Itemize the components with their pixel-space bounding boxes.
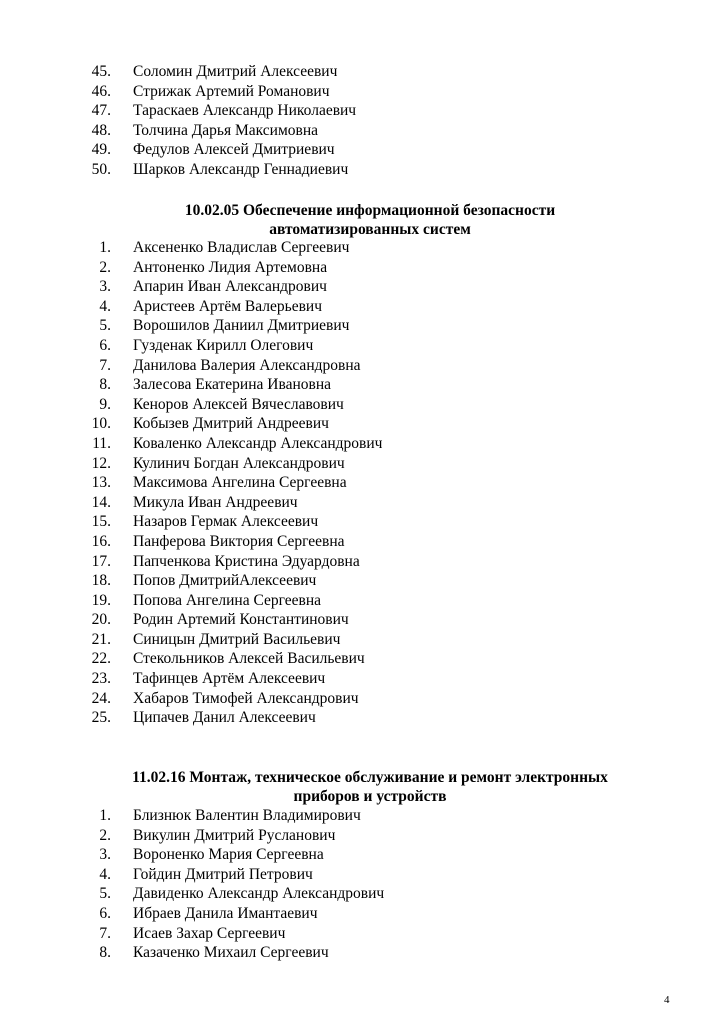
list-item-name: Казаченко Михаил Сергеевич bbox=[133, 944, 329, 962]
list-item-name: Хабаров Тимофей Александрович bbox=[133, 689, 359, 707]
list-item bbox=[0, 297, 322, 317]
list-item-name: Ворошилов Даниил Дмитриевич bbox=[133, 317, 350, 335]
list-item-number: 13. bbox=[91, 474, 111, 492]
list-item bbox=[0, 552, 360, 572]
list-item bbox=[0, 62, 338, 82]
list-item-name: Гойдин Дмитрий Петрович bbox=[133, 865, 313, 883]
list-item-number: 18. bbox=[91, 572, 111, 590]
list-item-number: 25. bbox=[91, 709, 111, 727]
list-item bbox=[0, 258, 328, 278]
list-item bbox=[0, 277, 327, 297]
list-item-name: Апарин Иван Александрович bbox=[133, 278, 327, 296]
section-heading-line-1: 11.02.16 Монтаж, техническое обслуживание и ремонт электронных bbox=[132, 769, 608, 786]
list-item bbox=[0, 669, 326, 689]
section-heading-line-1: 10.02.05 Обеспечение информационной безопасности bbox=[184, 202, 556, 219]
list-item bbox=[0, 454, 345, 474]
list-item bbox=[0, 924, 286, 944]
list-item bbox=[0, 845, 324, 865]
list-item-name: Антоненко Лидия Артемовна bbox=[133, 258, 328, 276]
list-item-number: 20. bbox=[91, 611, 111, 629]
list-item-number: 7. bbox=[99, 924, 111, 942]
list-item-number: 50. bbox=[91, 160, 111, 178]
list-item-number: 22. bbox=[91, 650, 111, 668]
list-item bbox=[0, 610, 349, 630]
list-item-name: Федулов Алексей Дмитриевич bbox=[133, 141, 335, 159]
section-heading-10-02-05 bbox=[80, 201, 660, 239]
list-item-name: Панферова Виктория Сергеевна bbox=[133, 532, 345, 550]
list-item bbox=[0, 630, 341, 650]
list-item bbox=[0, 375, 331, 395]
list-item bbox=[0, 904, 318, 924]
list-item-name: Кобызев Дмитрий Андреевич bbox=[133, 415, 329, 433]
list-item-number: 49. bbox=[91, 141, 111, 159]
student-list-10-02-05 bbox=[0, 238, 383, 728]
list-item-number: 1. bbox=[99, 239, 111, 256]
list-item bbox=[0, 473, 347, 493]
list-item-name: Ципачев Данил Алексеевич bbox=[133, 709, 316, 727]
list-item-number: 4. bbox=[99, 297, 111, 315]
list-item-name: Исаев Захар Сергеевич bbox=[133, 924, 286, 942]
list-item bbox=[0, 82, 330, 102]
list-item-number: 15. bbox=[91, 513, 111, 531]
list-item-number: 4. bbox=[99, 865, 111, 883]
list-item-number: 46. bbox=[91, 82, 111, 100]
list-item bbox=[0, 336, 314, 356]
list-item-name: Викулин Дмитрий Русланович bbox=[133, 826, 336, 844]
list-item bbox=[0, 708, 316, 728]
list-item-name: Аксененко Владислав Сергеевич bbox=[133, 239, 350, 256]
list-item-name: Синицын Дмитрий Васильевич bbox=[133, 630, 341, 648]
list-item-number: 7. bbox=[99, 356, 111, 374]
list-item-name: Стрижак Артемий Романович bbox=[133, 82, 330, 100]
list-item-number: 21. bbox=[91, 630, 111, 648]
list-item-number: 6. bbox=[99, 904, 111, 922]
list-item-name: Соломин Дмитрий Алексеевич bbox=[133, 63, 338, 80]
list-item-number: 12. bbox=[91, 454, 111, 472]
list-item bbox=[0, 591, 322, 611]
list-item bbox=[0, 414, 329, 434]
list-item-name: Вороненко Мария Сергеевна bbox=[133, 846, 324, 864]
list-item-number: 3. bbox=[99, 278, 111, 296]
list-item-number: 23. bbox=[91, 670, 111, 688]
list-item-number: 16. bbox=[91, 532, 111, 550]
list-item bbox=[0, 395, 344, 415]
list-item-name: Аристеев Артём Валерьевич bbox=[133, 297, 322, 315]
list-item bbox=[0, 571, 317, 591]
list-item-name: Родин Артемий Константинович bbox=[133, 611, 349, 629]
list-item bbox=[0, 356, 361, 376]
list-item-name: Кулинич Богдан Александрович bbox=[133, 454, 345, 472]
list-item bbox=[0, 160, 349, 180]
list-item-number: 11. bbox=[92, 434, 111, 452]
page-number: 4 bbox=[664, 994, 670, 1006]
list-item-name: Тафинцев Артём Алексеевич bbox=[133, 670, 326, 688]
list-item bbox=[0, 806, 361, 826]
list-item-name: Близнюк Валентин Владимирович bbox=[133, 807, 361, 824]
list-item bbox=[0, 884, 385, 904]
list-item-number: 2. bbox=[99, 258, 111, 276]
list-item-number: 14. bbox=[91, 493, 111, 511]
list-item bbox=[0, 943, 329, 963]
section-heading-line-2: приборов и устройств bbox=[293, 788, 447, 805]
list-item-name: Попова Ангелина Сергеевна bbox=[133, 591, 322, 609]
list-item-name: Микула Иван Андреевич bbox=[133, 493, 298, 511]
list-item-name: Ибраев Данила Имантаевич bbox=[133, 904, 318, 922]
list-item-name: Залесова Екатерина Ивановна bbox=[133, 376, 331, 394]
section-heading-11-02-16 bbox=[80, 768, 660, 806]
list-item-number: 8. bbox=[99, 376, 111, 394]
section-heading-line-2: автоматизированных систем bbox=[269, 221, 471, 238]
list-item bbox=[0, 826, 336, 846]
student-list-continued bbox=[0, 62, 357, 180]
list-item-name: Толчина Дарья Максимовна bbox=[133, 121, 319, 139]
student-list-11-02-16 bbox=[0, 806, 385, 963]
list-item-name: Шарков Александр Геннадиевич bbox=[133, 160, 349, 178]
list-item-number: 48. bbox=[91, 121, 111, 139]
list-item-name: Папченкова Кристина Эдуардовна bbox=[133, 552, 360, 570]
list-item-number: 8. bbox=[99, 944, 111, 962]
list-item-name: Данилова Валерия Александровна bbox=[133, 356, 361, 374]
list-item bbox=[0, 434, 383, 454]
list-item-number: 45. bbox=[91, 63, 111, 80]
list-item-number: 1. bbox=[99, 807, 111, 824]
list-item-name: Коваленко Александр Александрович bbox=[133, 434, 383, 452]
list-item-number: 9. bbox=[99, 395, 111, 413]
list-item bbox=[0, 532, 345, 552]
list-item-name: Максимова Ангелина Сергеевна bbox=[133, 474, 347, 492]
list-item-number: 6. bbox=[99, 336, 111, 354]
list-item-number: 5. bbox=[99, 885, 111, 903]
list-item-name: Гузденак Кирилл Олегович bbox=[133, 336, 314, 354]
list-item-number: 10. bbox=[91, 415, 111, 433]
list-item-name: Стекольников Алексей Васильевич bbox=[133, 650, 365, 668]
list-item-name: Назаров Гермак Алексеевич bbox=[133, 513, 319, 531]
list-item-number: 2. bbox=[99, 826, 111, 844]
list-item bbox=[0, 865, 313, 885]
list-item bbox=[0, 493, 298, 513]
list-item bbox=[0, 121, 319, 141]
list-item-name: Тараскаев Александр Николаевич bbox=[133, 102, 357, 120]
list-item bbox=[0, 649, 365, 669]
list-item-number: 17. bbox=[91, 552, 111, 570]
list-item bbox=[0, 140, 335, 160]
list-item-name: Кеноров Алексей Вячеславович bbox=[133, 395, 344, 413]
list-item bbox=[0, 101, 357, 121]
list-item-number: 47. bbox=[91, 102, 111, 120]
list-item-number: 19. bbox=[91, 591, 111, 609]
list-item-number: 24. bbox=[91, 689, 111, 707]
list-item-name: Попов ДмитрийАлексеевич bbox=[133, 572, 317, 590]
list-item-number: 3. bbox=[99, 846, 111, 864]
list-item bbox=[0, 512, 319, 532]
list-item-name: Давиденко Александр Александрович bbox=[133, 885, 385, 903]
list-item bbox=[0, 689, 359, 709]
list-item bbox=[0, 238, 350, 258]
list-item bbox=[0, 316, 350, 336]
list-item-number: 5. bbox=[99, 317, 111, 335]
